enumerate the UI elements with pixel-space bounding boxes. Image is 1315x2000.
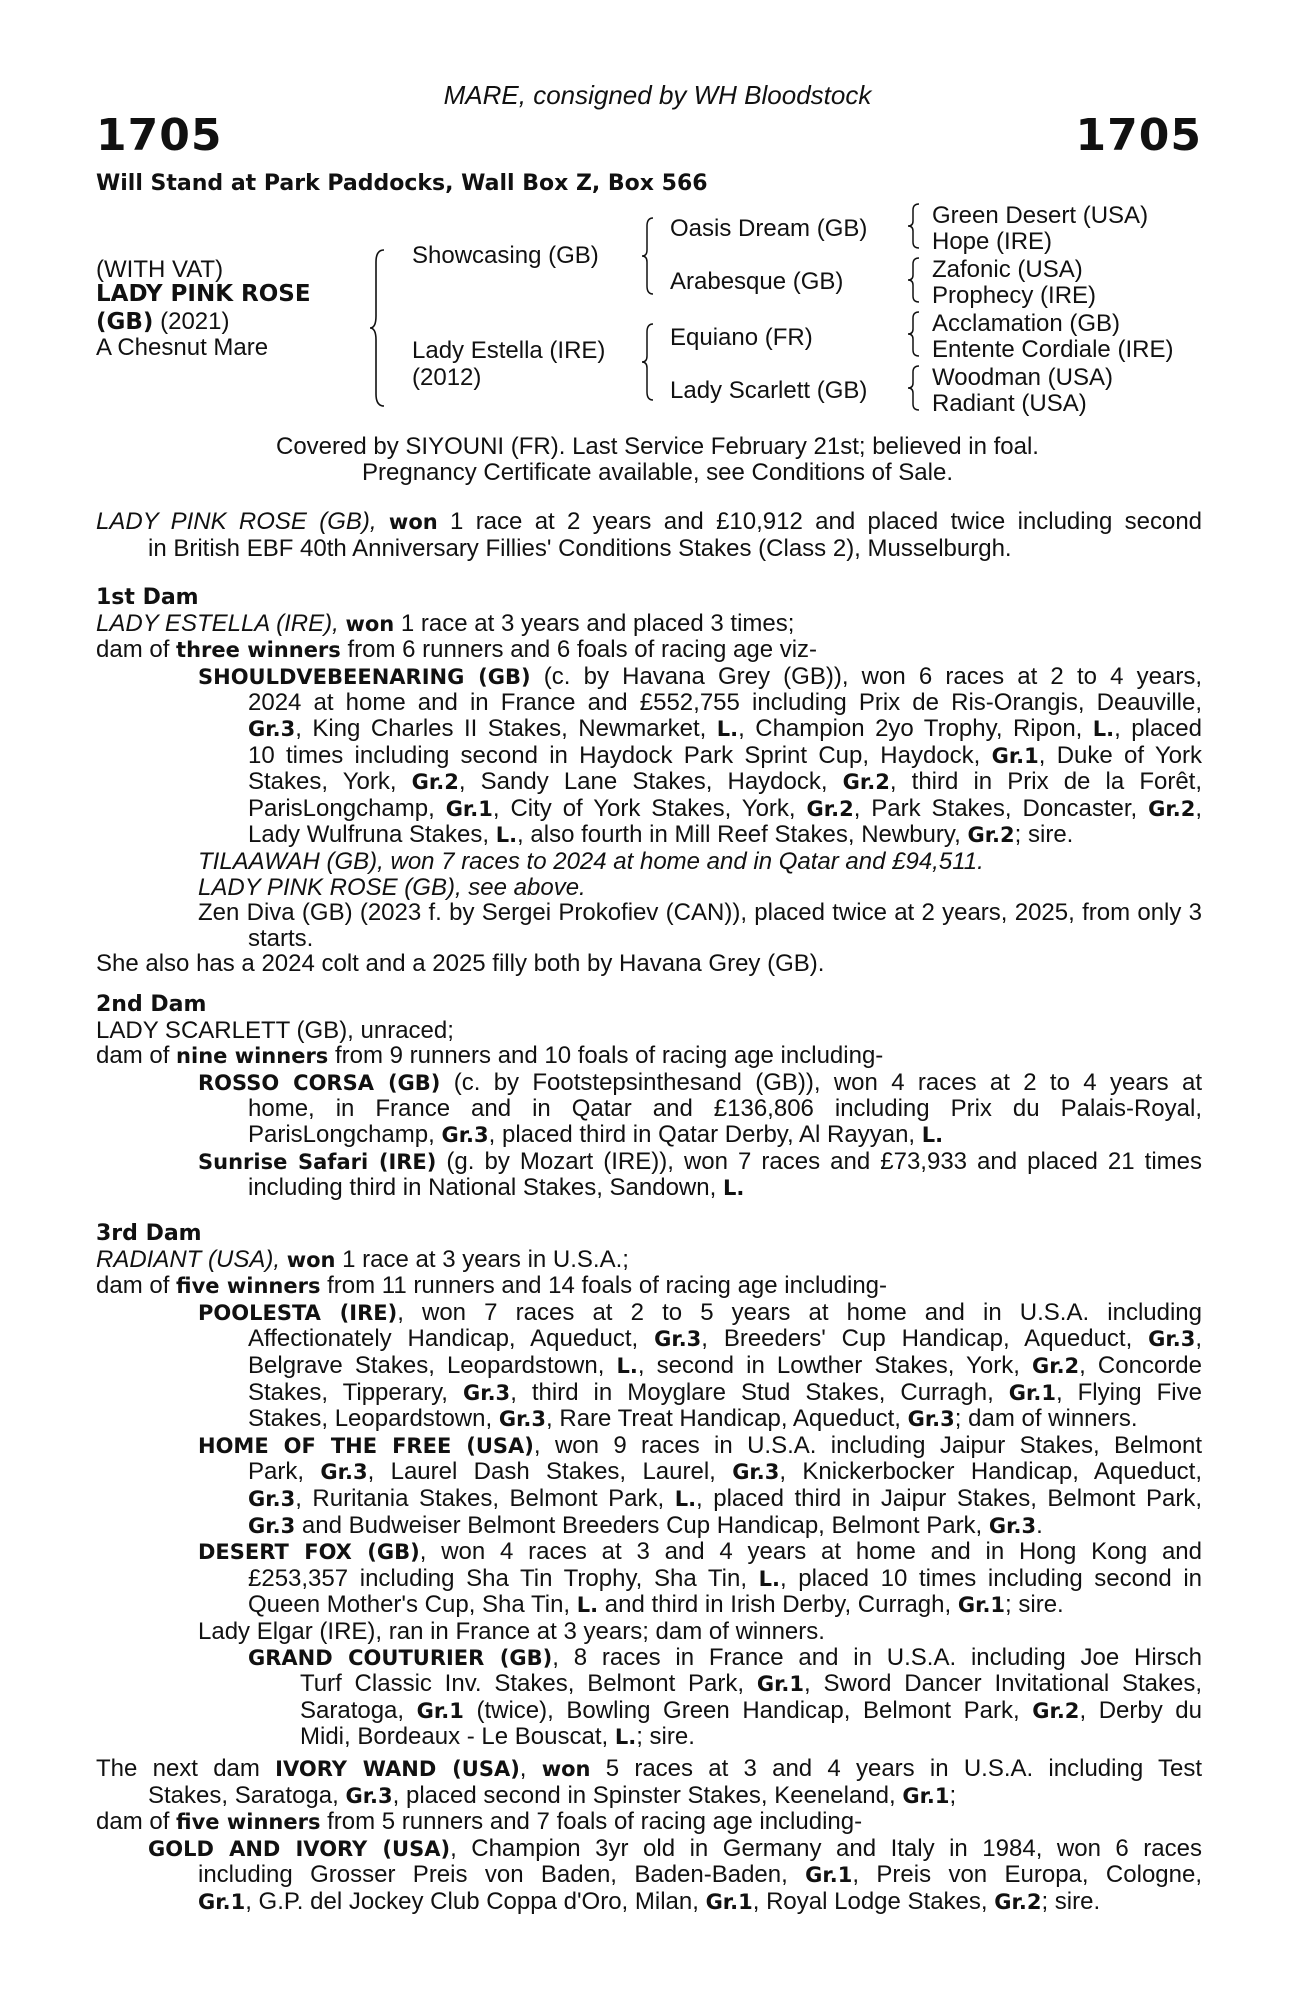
text-run: , 8 races in France and in U.S.A. including Joe Hirsch xyxy=(552,1643,1203,1671)
text-run: won xyxy=(345,611,395,636)
text-run: L. xyxy=(495,823,518,848)
text-run: , third in Prix de la Forêt, xyxy=(889,768,1202,796)
text-run: Gr.3 xyxy=(248,1513,296,1538)
horse-country: (GB) xyxy=(96,309,154,335)
text-run: Sunrise Safari (IRE) xyxy=(198,1149,437,1174)
text-run: , Preis von Europa, Cologne, xyxy=(852,1861,1202,1889)
text-run: won xyxy=(286,1247,336,1272)
text-run: Belgrave Stakes, Leopardstown, xyxy=(248,1351,617,1379)
text-run: Stakes, York, xyxy=(248,768,412,796)
text-run: Affectionately Handicap, Aqueduct, xyxy=(248,1325,655,1353)
gg-sss: Green Desert (USA) xyxy=(932,202,1149,229)
produce-zen-diva: Zen Diva (GB) (2023 f. by Sergei Prokofiev (CAN)), placed twice at 2 years, 2025, from only 3 xyxy=(198,899,1202,927)
second-dam-name: LADY SCARLETT (GB), unraced; xyxy=(96,1016,454,1044)
text-run: Gr.1 xyxy=(705,1889,753,1914)
pedigree-brace-g4 xyxy=(906,364,922,412)
second-dam-heading: 2nd Dam xyxy=(96,992,207,1017)
text-run: ; xyxy=(949,1781,957,1809)
dam-sire: Equiano (FR) xyxy=(670,324,813,351)
text-run: 5 races at 3 and 4 years in U.S.A. including Test xyxy=(590,1755,1202,1782)
text-run: , Laurel Dash Stakes, Laurel, xyxy=(367,1458,733,1486)
second-dam-produce xyxy=(96,1043,1202,1070)
text-run: Stakes, Saratoga, xyxy=(148,1781,346,1809)
text-run: £253,357 including Sha Tin Trophy, Sha Tin, xyxy=(248,1564,759,1592)
text-run: , Derby du xyxy=(1079,1696,1203,1724)
text-run: Gr.3 xyxy=(498,1407,547,1432)
text-run: L. xyxy=(576,1593,599,1618)
produce-rosso-corsa xyxy=(96,1070,1202,1097)
intro-line2: in British EBF 40th Anniversary Fillies' Conditions Stakes (Class 2), Musselburgh. xyxy=(148,534,1012,562)
text-run: Gr.3 xyxy=(907,1407,955,1432)
text-run: ; sire. xyxy=(636,1723,695,1751)
text-run: , G.P. del Jockey Club Coppa d'Oro, Milan, xyxy=(245,1887,706,1915)
second-dam-section xyxy=(96,992,1202,1202)
produce-line xyxy=(96,1459,1202,1486)
horse-name: LADY PINK ROSE xyxy=(96,281,311,307)
text-run: Lady Wulfruna Stakes, xyxy=(248,821,496,849)
pedigree-brace-g2 xyxy=(906,256,922,304)
text-run: , placed second in Spinster Stakes, Keeneland, xyxy=(392,1781,903,1809)
text-run: Gr.1 xyxy=(805,1863,853,1888)
text-run: three winners xyxy=(176,638,341,663)
text-run: and third in Irish Derby, Curragh, xyxy=(598,1591,958,1619)
text-run: ; sire. xyxy=(1005,1591,1064,1619)
produce-line: 2024 at home and in France and £552,755 including Prix de Ris-Orangis, Deauville, xyxy=(248,689,1202,717)
text-run: L. xyxy=(616,1353,638,1378)
text-run: and Budweiser Belmont Breeders Cup Handicap, Belmont Park, xyxy=(295,1511,989,1539)
text-run: ParisLongchamp, xyxy=(248,1120,442,1148)
text-run: L. xyxy=(674,1486,697,1511)
text-run: Gr.3 xyxy=(988,1513,1037,1538)
text-run: , placed xyxy=(1114,714,1203,742)
text-run: , Concorde xyxy=(1079,1351,1202,1379)
text-run: , City of York Stakes, York, xyxy=(492,794,807,822)
produce-line xyxy=(96,1724,1202,1751)
text-run: ; sire. xyxy=(1041,1887,1101,1915)
intro-paragraph xyxy=(96,509,1202,561)
covered-line1: Covered by SIYOUNI (FR). Last Service February 21st; believed in foal. xyxy=(276,433,1039,460)
text-run: Gr.3 xyxy=(1148,1327,1196,1352)
produce-lady-pink-rose: LADY PINK ROSE (GB), see above. xyxy=(198,873,586,901)
text-run: including third in National Stakes, Sandown, xyxy=(248,1174,723,1202)
text-run: , placed third in Jaipur Stakes, Belmont Park, xyxy=(696,1484,1202,1512)
text-run: from 9 runners and 10 foals of racing age including- xyxy=(328,1042,884,1070)
text-run: LADY PINK ROSE (GB), xyxy=(96,508,377,535)
text-run: (g. by Mozart (IRE)), won 7 races and £73,933 and placed 21 times xyxy=(436,1147,1202,1175)
text-run: from 11 runners and 14 foals of racing age including- xyxy=(320,1272,888,1300)
produce-line xyxy=(96,1122,1202,1149)
text-run: , Knickerbocker Handicap, Aqueduct, xyxy=(779,1458,1203,1486)
text-run: won xyxy=(541,1757,591,1781)
pedigree-brace-g1 xyxy=(906,202,922,250)
text-run: Gr.1 xyxy=(445,796,493,821)
first-dam-heading: 1st Dam xyxy=(96,585,199,610)
produce-line xyxy=(96,1326,1202,1353)
text-run: Stakes, Tipperary, xyxy=(248,1378,463,1406)
text-run: RADIANT (USA), xyxy=(96,1245,281,1273)
gg-dds: Woodman (USA) xyxy=(932,364,1113,391)
produce-line xyxy=(96,1486,1202,1513)
text-run: , xyxy=(519,1755,542,1782)
text-run: Gr.3 xyxy=(248,1486,296,1511)
produce-gold-and-ivory xyxy=(96,1836,1202,1863)
text-run: Gr.1 xyxy=(902,1783,950,1808)
text-run: Stakes, Leopardstown, xyxy=(248,1405,499,1433)
first-dam-section xyxy=(96,585,1202,977)
next-dam-line2 xyxy=(96,1783,1202,1810)
vat-note: (WITH VAT) xyxy=(96,256,224,283)
text-run: L. xyxy=(716,716,739,741)
text-run: IVORY WAND (USA) xyxy=(275,1757,520,1781)
produce-line xyxy=(96,1566,1202,1593)
sire-sire: Oasis Dream (GB) xyxy=(670,215,868,242)
text-run: Gr.3 xyxy=(732,1460,780,1485)
text-run: , placed third in Qatar Derby, Al Rayyan, xyxy=(488,1120,922,1148)
text-run: Gr.3 xyxy=(320,1460,368,1485)
text-run: SHOULDVEBEENARING (GB) xyxy=(198,664,531,689)
text-run: Gr.1 xyxy=(756,1672,805,1697)
text-run: Gr.2 xyxy=(842,770,890,795)
text-run: five winners xyxy=(176,1274,321,1299)
third-dam-section xyxy=(96,1221,1202,1751)
text-run: 1 race at 2 years and £10,912 and placed twice including second xyxy=(437,508,1203,535)
sire-dam: Arabesque (GB) xyxy=(670,268,844,295)
text-run: Gr.1 xyxy=(198,1889,246,1914)
produce-shouldvebeenaring xyxy=(96,664,1202,691)
gg-dss: Acclamation (GB) xyxy=(932,310,1121,337)
text-run: GOLD AND IVORY (USA) xyxy=(148,1836,451,1861)
text-run: Gr.3 xyxy=(462,1380,511,1405)
text-run: Gr.2 xyxy=(1031,1353,1080,1378)
text-run: Gr.3 xyxy=(654,1327,702,1352)
text-run: (c. by Footstepsinthesand (GB)), won 4 races at 2 to 4 years at xyxy=(440,1068,1202,1096)
lot-number-left: 1705 xyxy=(96,110,223,161)
text-run: GRAND COUTURIER (GB) xyxy=(248,1645,553,1670)
pedigree-brace-dam xyxy=(640,322,656,402)
next-dam-line1 xyxy=(96,1756,1202,1783)
produce-line xyxy=(96,769,1202,796)
dam-year: (2012) xyxy=(412,364,482,391)
text-run: , xyxy=(1195,794,1202,822)
text-run: Gr.3 xyxy=(441,1122,489,1147)
pedigree-brace-g3 xyxy=(906,310,922,358)
text-run: , Royal Lodge Stakes, xyxy=(752,1887,995,1915)
text-run: 1 race at 3 years in U.S.A.; xyxy=(335,1245,629,1273)
text-run: 1 race at 3 years and placed 3 times; xyxy=(394,609,795,637)
produce-line xyxy=(96,796,1202,823)
next-dam-produce xyxy=(96,1809,1202,1836)
text-run: POOLESTA (IRE) xyxy=(198,1300,398,1325)
text-run: , Champion 2yo Trophy, Ripon, xyxy=(738,714,1093,742)
produce-tilaawah: TILAAWAH (GB), won 7 races to 2024 at home and in Qatar and £94,511. xyxy=(198,847,984,875)
text-run: Gr.3 xyxy=(345,1783,393,1808)
produce-line xyxy=(96,1406,1202,1433)
text-run: Gr.2 xyxy=(994,1889,1042,1914)
text-run: The next dam xyxy=(96,1755,276,1782)
text-run: Midi, Bordeaux - Le Bouscat, xyxy=(300,1723,615,1751)
text-run: HOME OF THE FREE (USA) xyxy=(198,1433,534,1458)
horse-name-line2 xyxy=(96,308,229,336)
text-run: Gr.2 xyxy=(806,796,854,821)
text-run: , second in Lowther Stakes, York, xyxy=(637,1351,1032,1379)
text-run: ; dam of winners. xyxy=(954,1405,1138,1433)
text-run: ParisLongchamp, xyxy=(248,794,446,822)
produce-line xyxy=(96,822,1202,849)
text-run: , King Charles II Stakes, Newmarket, xyxy=(295,714,717,742)
text-run: ROSSO CORSA (GB) xyxy=(198,1070,441,1095)
first-dam-also: She also has a 2024 colt and a 2025 filly both by Havana Grey (GB). xyxy=(96,950,825,978)
produce-desert-fox xyxy=(96,1539,1202,1566)
text-run: , Sword Dancer Invitational Stakes, xyxy=(804,1670,1202,1698)
text-run: , Duke of York xyxy=(1038,741,1202,769)
text-run: five winners xyxy=(176,1810,321,1835)
text-run: (twice), Bowling Green Handicap, Belmont Park, xyxy=(463,1696,1033,1724)
text-run: dam of xyxy=(96,1272,177,1300)
text-run: , Flying Five xyxy=(1055,1378,1202,1406)
text-run: Gr.2 xyxy=(967,823,1015,848)
text-run: Gr.2 xyxy=(1148,796,1196,821)
produce-line xyxy=(96,1380,1202,1407)
gg-sdd: Prophecy (IRE) xyxy=(932,282,1097,309)
text-run: , won 7 races at 2 to 5 years at home and in U.S.A. including xyxy=(397,1298,1203,1326)
text-run: , Champion 3yr old in Germany and Italy in 1984, won 6 races xyxy=(450,1834,1202,1862)
gg-sds: Zafonic (USA) xyxy=(932,256,1083,283)
third-dam-name xyxy=(96,1247,1202,1274)
horse-description: A Chesnut Mare xyxy=(96,334,269,361)
produce-line xyxy=(96,1862,1202,1889)
sire: Showcasing (GB) xyxy=(412,242,599,269)
produce-line xyxy=(96,716,1202,743)
text-run: Queen Mother's Cup, Sha Tin, xyxy=(248,1591,577,1619)
lot-number-right: 1705 xyxy=(1075,110,1202,161)
text-run: (c. by Havana Grey (GB)), won 6 races at 2 to 4 years, xyxy=(530,662,1202,690)
produce-lady-elgar: Lady Elgar (IRE), ran in France at 3 years; dam of winners. xyxy=(198,1617,825,1645)
text-run: Gr.1 xyxy=(1008,1380,1056,1405)
text-run: Gr.2 xyxy=(1032,1698,1080,1723)
dam: Lady Estella (IRE) xyxy=(412,337,606,364)
text-run: L. xyxy=(722,1176,745,1201)
consignor-subtitle: MARE, consigned by WH Bloodstock xyxy=(443,80,872,110)
first-dam-name xyxy=(96,611,1202,638)
third-dam-produce xyxy=(96,1273,1202,1300)
produce-line xyxy=(96,1889,1202,1916)
gg-ssd: Hope (IRE) xyxy=(932,228,1053,255)
text-run: Park, xyxy=(248,1458,321,1486)
text-run: , Breeders' Cup Handicap, Aqueduct, xyxy=(701,1325,1149,1353)
text-run: , Ruritania Stakes, Belmont Park, xyxy=(295,1484,675,1512)
produce-line xyxy=(96,743,1202,770)
produce-home-of-the-free xyxy=(96,1433,1202,1460)
text-run: , won 9 races in U.S.A. including Jaipur Stakes, Belmont xyxy=(533,1431,1203,1459)
produce-line xyxy=(96,1353,1202,1380)
produce-sunrise-safari xyxy=(96,1149,1202,1176)
text-run: L. xyxy=(1092,716,1115,741)
text-run: DESERT FOX (GB) xyxy=(198,1540,420,1565)
gg-ddd: Radiant (USA) xyxy=(932,390,1087,417)
text-run: , Rare Treat Handicap, Aqueduct, xyxy=(546,1405,908,1433)
text-run: Gr.3 xyxy=(248,716,296,741)
text-run: L. xyxy=(758,1566,780,1591)
produce-line xyxy=(96,1592,1202,1619)
text-run: L. xyxy=(614,1725,637,1750)
text-run: ; sire. xyxy=(1014,821,1074,849)
text-run: won xyxy=(388,510,438,534)
covered-line2: Pregnancy Certificate available, see Conditions of Sale. xyxy=(362,459,953,486)
text-run: nine winners xyxy=(176,1044,329,1069)
text-run: 10 times including second in Haydock Park Sprint Cup, Haydock, xyxy=(248,741,992,769)
text-run: , placed 10 times including second in xyxy=(779,1564,1202,1592)
text-run: including Grosser Preis von Baden, Baden-Baden, xyxy=(198,1861,806,1889)
text-run: dam of xyxy=(96,1808,177,1836)
pedigree-brace-sire xyxy=(640,216,656,296)
text-run: dam of xyxy=(96,1042,177,1070)
next-dam-section xyxy=(96,1756,1202,1916)
produce-line xyxy=(96,1175,1202,1202)
first-dam-produce xyxy=(96,637,1202,664)
produce-grand-couturier xyxy=(96,1645,1202,1672)
dam-dam: Lady Scarlett (GB) xyxy=(670,377,868,404)
text-run: , xyxy=(1195,1325,1203,1353)
text-run: from 6 runners and 6 foals of racing age viz- xyxy=(340,636,818,664)
text-run: . xyxy=(1036,1511,1043,1539)
text-run: , third in Moyglare Stud Stakes, Curragh, xyxy=(510,1378,1009,1406)
produce-line: home, in France and in Qatar and £136,806 including Prix du Palais-Royal, xyxy=(248,1095,1202,1123)
text-run: Saratoga, xyxy=(300,1696,417,1724)
text-run: , Sandy Lane Stakes, Haydock, xyxy=(458,768,843,796)
text-run: Turf Classic Inv. Stakes, Belmont Park, xyxy=(300,1670,757,1698)
produce-line: starts. xyxy=(248,924,314,952)
intro-line1 xyxy=(96,509,1202,536)
gg-dsd: Entente Cordiale (IRE) xyxy=(932,336,1174,363)
produce-line xyxy=(96,1698,1202,1725)
text-run: dam of xyxy=(96,636,177,664)
produce-line xyxy=(96,1513,1202,1540)
text-run: , Park Stakes, Doncaster, xyxy=(853,794,1149,822)
text-run: , also fourth in Mill Reef Stakes, Newbury, xyxy=(517,821,968,849)
produce-line xyxy=(96,1671,1202,1698)
stand-location: Will Stand at Park Paddocks, Wall Box Z, Box 566 xyxy=(96,171,708,196)
text-run: Gr.2 xyxy=(411,770,459,795)
third-dam-heading: 3rd Dam xyxy=(96,1221,202,1246)
horse-year: (2021) xyxy=(153,308,230,335)
text-run: from 5 runners and 7 foals of racing age including- xyxy=(320,1808,863,1836)
text-run: Gr.1 xyxy=(991,743,1039,768)
text-run: , won 4 races at 3 and 4 years at home and in Hong Kong and xyxy=(419,1538,1203,1566)
text-run: Gr.1 xyxy=(416,1698,464,1723)
pedigree-brace-main xyxy=(368,248,388,408)
text-run: L. xyxy=(921,1122,944,1147)
text-run: Gr.1 xyxy=(957,1593,1006,1618)
produce-poolesta xyxy=(96,1300,1202,1327)
text-run: LADY ESTELLA (IRE), xyxy=(96,609,339,637)
